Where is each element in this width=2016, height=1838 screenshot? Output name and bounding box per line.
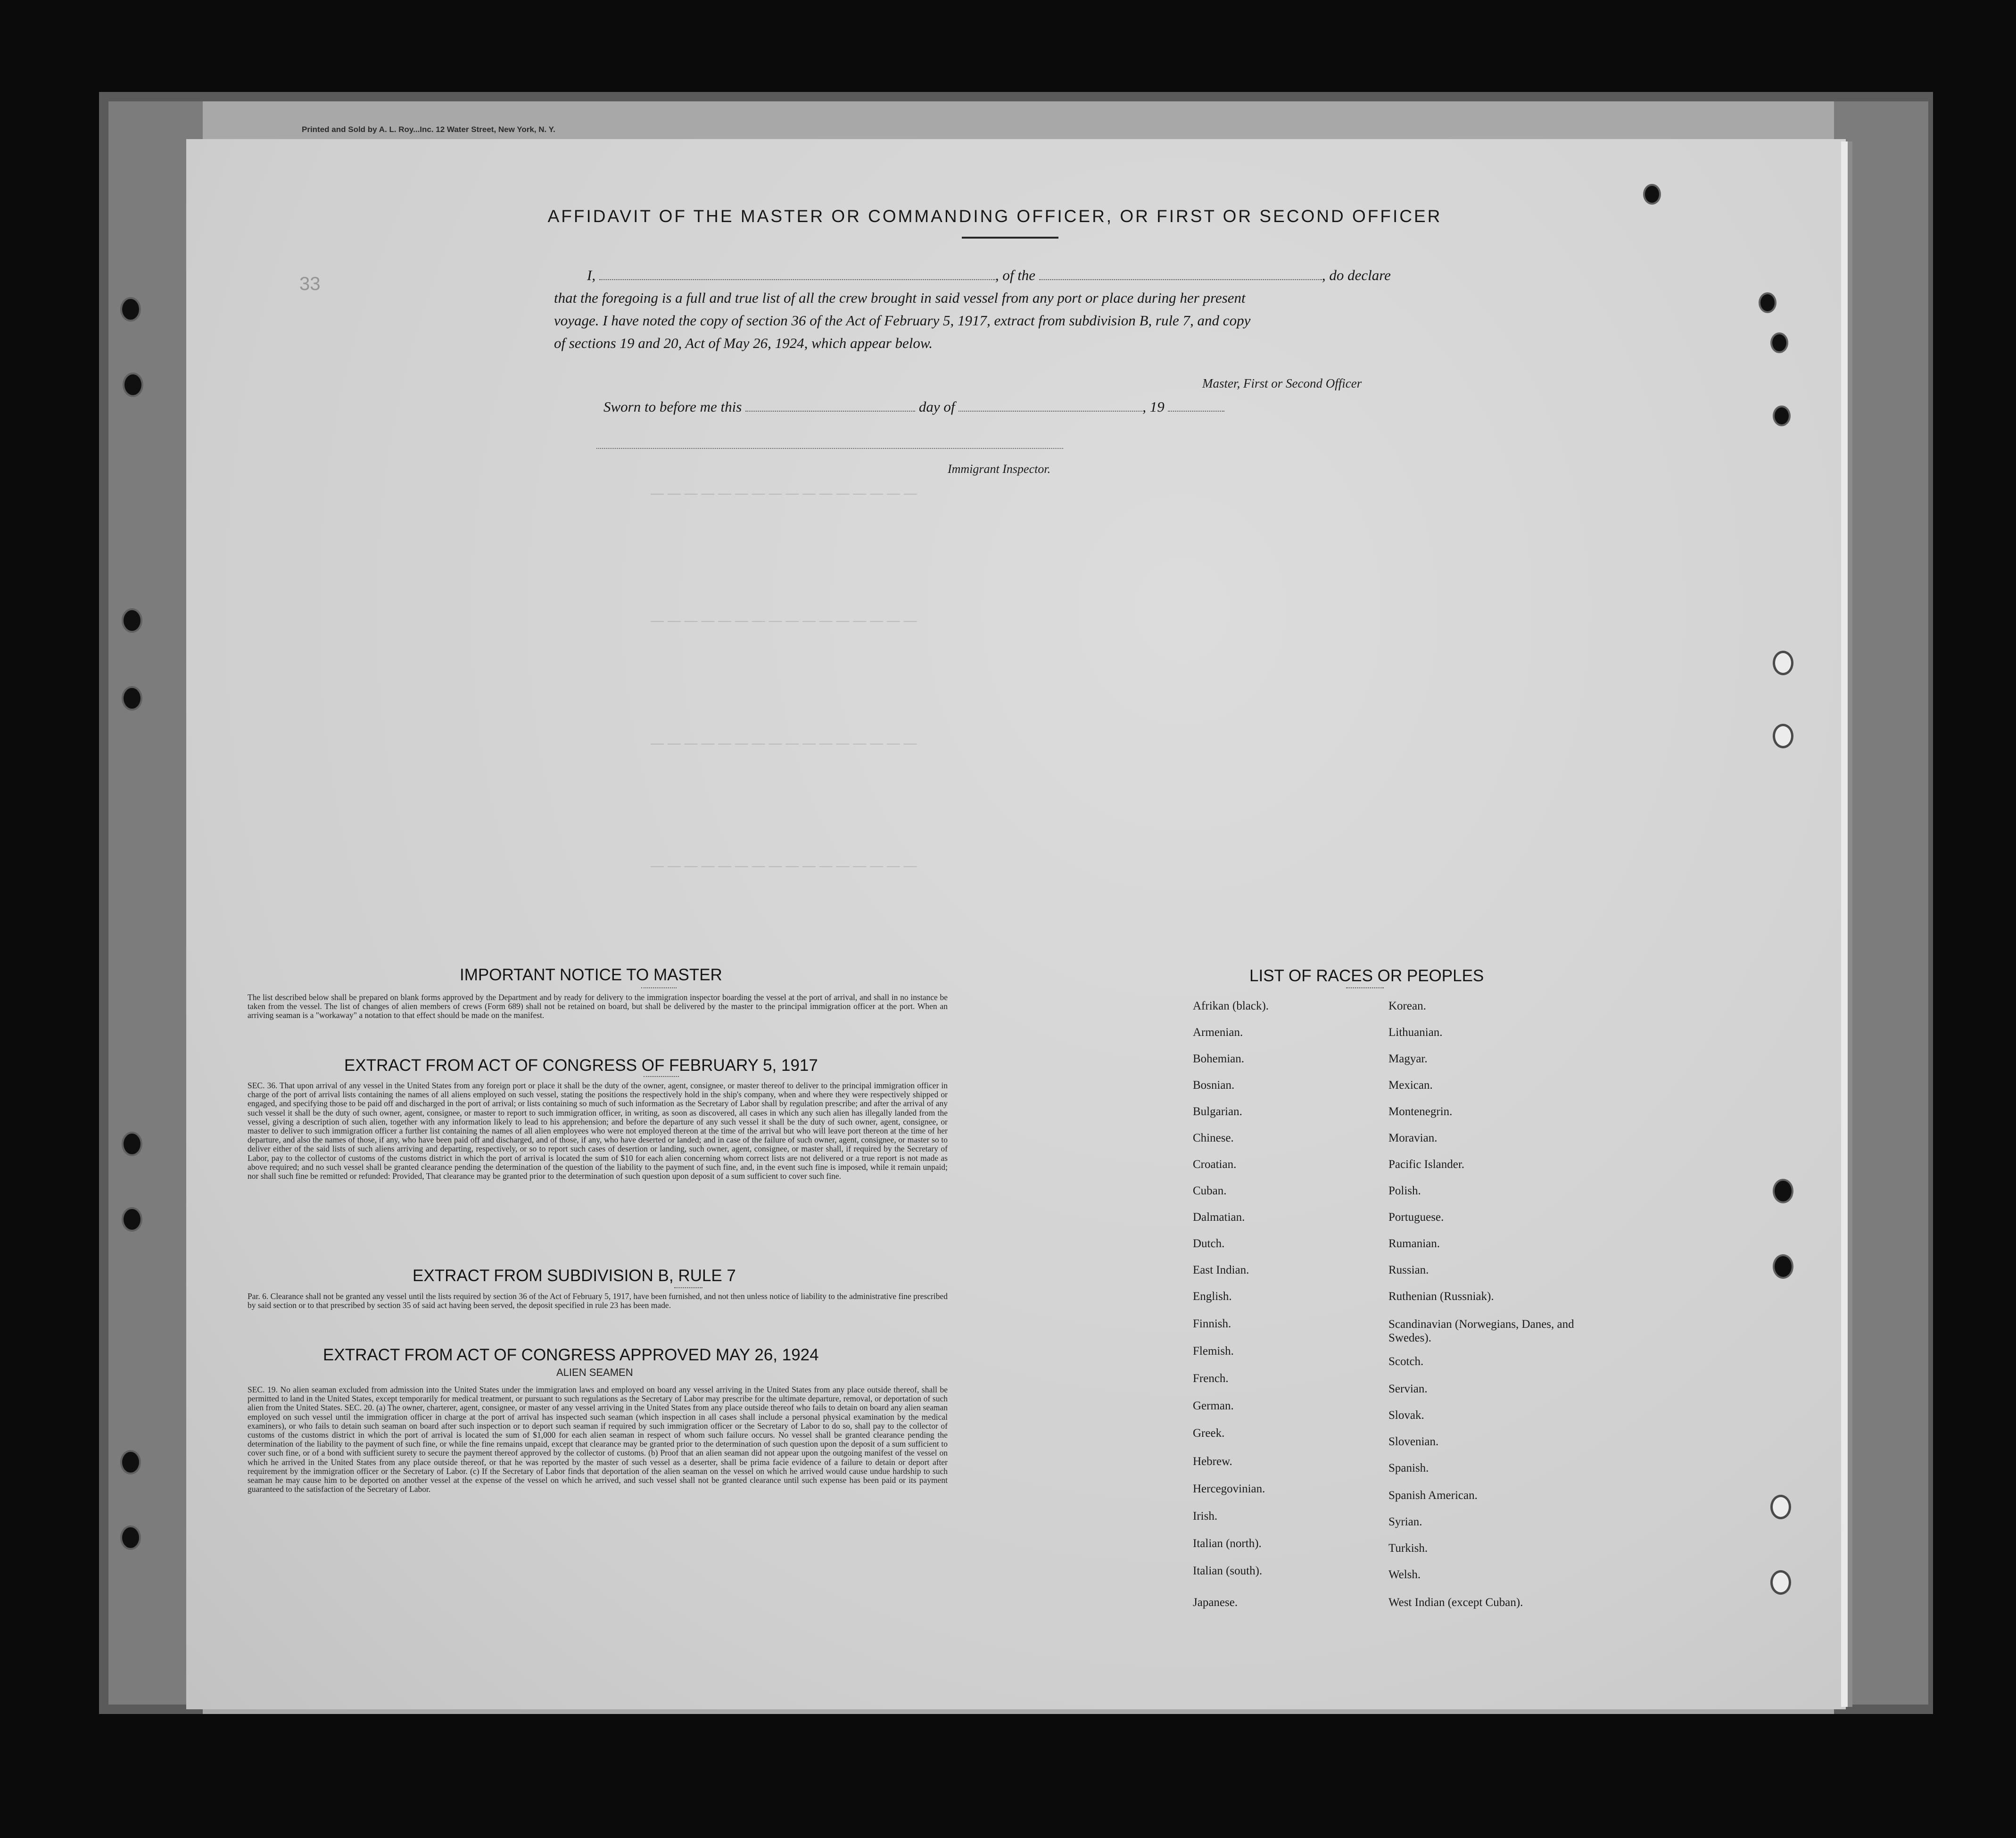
sworn-month-blank[interactable] bbox=[958, 399, 1142, 412]
printer-imprint: Printed and Sold by A. L. Roy...Inc. 12 Water Street, New York, N. Y. bbox=[302, 125, 555, 134]
punch-hole bbox=[122, 686, 142, 711]
race-item: Irish. bbox=[1193, 1510, 1218, 1523]
race-item: Pacific Islander. bbox=[1388, 1158, 1465, 1171]
extract-1924-title: EXTRACT FROM ACT OF CONGRESS APPROVED MAY 26, 1924 bbox=[323, 1346, 819, 1364]
race-item: Armenian. bbox=[1193, 1026, 1243, 1039]
race-item: English. bbox=[1193, 1290, 1232, 1303]
notice-body: The list described below shall be prepared on blank forms approved by the Department and by ready for delivery to the immigration inspector boarding the vessel at the port of arrival, and shall in no instance be taken from the vessel. The list of changes of alien members of crews (Form 689) shall not be retained on board, but shall be delivered by the master to the principal immigration officer at the port. When an arriving seaman is a "workaway" a notation to that effect should be made on the manifest. bbox=[248, 993, 948, 1020]
affidavit-i: I, bbox=[587, 267, 596, 283]
race-item: Slovak. bbox=[1388, 1409, 1424, 1422]
punch-hole bbox=[1773, 406, 1791, 426]
affidavit-line-1 bbox=[554, 264, 1464, 287]
race-item: German. bbox=[1193, 1399, 1234, 1412]
race-item: Rumanian. bbox=[1388, 1237, 1440, 1250]
race-item: Magyar. bbox=[1388, 1052, 1428, 1065]
page-number: 33 bbox=[299, 273, 321, 294]
race-item: Montenegrin. bbox=[1388, 1105, 1453, 1118]
race-item: Hebrew. bbox=[1193, 1455, 1232, 1468]
race-item: Dutch. bbox=[1193, 1237, 1225, 1250]
race-item: Mexican. bbox=[1388, 1079, 1433, 1092]
race-item: Flemish. bbox=[1193, 1345, 1234, 1358]
race-item: Dalmatian. bbox=[1193, 1211, 1245, 1224]
extract-rule7-body: Par. 6. Clearance shall not be granted any vessel until the lists required by section 36 of the Act of February 5, 1917, have been furnished, and not then unless notice of liability to the administrative fine prescribed by said section or to that prescribed by section 35 of said act having been served, the deposit specified in rule 23 has been made. bbox=[248, 1292, 948, 1310]
race-item: Moravian. bbox=[1388, 1132, 1438, 1144]
affidavit-title: AFFIDAVIT OF THE MASTER OR COMMANDING OFFICER, OR FIRST OR SECOND OFFICER bbox=[547, 207, 1442, 226]
race-item: Portuguese. bbox=[1388, 1211, 1444, 1224]
race-item: Syrian. bbox=[1388, 1515, 1422, 1528]
affidavit-of-the: , of the bbox=[995, 267, 1036, 283]
affidavit-line-4: of sections 19 and 20, Act of May 26, 1924, which appear below. bbox=[554, 335, 933, 351]
races-rule bbox=[1346, 987, 1384, 988]
punch-hole bbox=[120, 297, 141, 322]
race-item: Turkish. bbox=[1388, 1542, 1428, 1555]
race-item: French. bbox=[1193, 1372, 1229, 1385]
punch-hole bbox=[1770, 332, 1788, 353]
race-item: Finnish. bbox=[1193, 1317, 1231, 1330]
extract-1924-body: SEC. 19. No alien seaman excluded from admission into the United States under the immigration laws and employed on board any vessel arriving in the United States from any place outside thereof, shall be permitted to land in the United States, except temporarily for medical treatment, or pursuant to such regulations as the Secretary of Labor may prescribe for the ultimate departure, removal, or deportation of such alien from the United States. SEC. 20. (a) The owner, charterer, agent, consignee, or master of any vessel arriving in the United States from any place outside thereof who fails to detain on board any alien seaman employed on such vessel until the immigration officer in charge at the port of arrival has inspected such seaman (which inspection in all cases shall include a personal physical examination by the medical examiners), or who fails to detain such seaman on board after such inspection or to deport such seaman if required by such immigration officer or the Secretary of Labor to do so, shall pay to the collector of customs of the customs district in which the port of arrival is located the sum of $1,000 for each alien seaman in respect of whom such failure occurs. No vessel shall be granted clearance pending the determination of the liability to the payment of such fine, or while the fine remains unpaid, except that clearance may be granted prior to the determination of such question upon the deposit of a sum sufficient to cover such fine, or of a bond with sufficient surety to secure the payment thereof approved by the collector of customs. (b) Proof that an alien seaman did not appear upon the outgoing manifest of the vessel on which he arrived in the United States from any place outside thereof, or that he was reported by the master of such vessel as a deserter, shall be prima facie evidence of a failure to detain or deport after requirement by the immigration officer or the Secretary of Labor. (c) If the Secretary of Labor finds that deportation of the alien seaman on the vessel on which he arrived would cause undue hardship to such seaman he may cause him to be deported on another vessel at the expense of the vessel on which he arrived, and such vessel shall not be granted clearance until such expense has been paid or its payment guaranteed to the satisfaction of the Secretary of Labor. bbox=[248, 1385, 948, 1494]
race-item: Welsh. bbox=[1388, 1568, 1421, 1581]
extract-1917-rule bbox=[644, 1076, 679, 1077]
race-item: Lithuanian. bbox=[1388, 1026, 1443, 1039]
punch-hole bbox=[1770, 1495, 1791, 1519]
master-signature-label: Master, First or Second Officer bbox=[1202, 376, 1362, 390]
day-of-label: day of bbox=[918, 398, 955, 415]
affidavit-line-2: that the foregoing is a full and true list of all the crew brought in said vessel from any port or place during her present bbox=[554, 290, 1246, 306]
race-item: Scandinavian (Norwegians, Danes, and Swedes). bbox=[1388, 1318, 1574, 1344]
punch-hole bbox=[1773, 651, 1793, 675]
extract-rule7-rule bbox=[674, 1287, 702, 1288]
page-edge bbox=[1841, 141, 1848, 1707]
affidavit-text bbox=[554, 264, 1464, 355]
punch-hole bbox=[122, 608, 142, 633]
races-title: LIST OF RACES OR PEOPLES bbox=[1249, 967, 1484, 985]
sworn-label: Sworn to before me this bbox=[603, 398, 742, 415]
race-item: Korean. bbox=[1388, 1000, 1426, 1012]
sworn-line bbox=[603, 398, 1224, 415]
race-item: Ruthenian (Russniak). bbox=[1388, 1290, 1494, 1303]
punch-hole bbox=[1773, 1254, 1793, 1279]
affidavit-do-declare: , do declare bbox=[1322, 267, 1391, 283]
affidavit-line-3: voyage. I have noted the copy of section 36 of the Act of February 5, 1917, extract from subdivision B, rule 7, and copy bbox=[554, 312, 1251, 329]
punch-hole bbox=[1770, 1570, 1791, 1595]
race-item: East Indian. bbox=[1193, 1264, 1249, 1276]
punch-hole bbox=[122, 1207, 142, 1232]
sworn-year-blank[interactable] bbox=[1168, 399, 1224, 412]
punch-hole bbox=[123, 373, 143, 397]
punch-hole bbox=[1643, 184, 1661, 205]
race-item: Cuban. bbox=[1193, 1184, 1227, 1197]
race-item: West Indian (except Cuban). bbox=[1388, 1596, 1523, 1609]
punch-hole bbox=[1773, 1179, 1793, 1203]
race-item: Polish. bbox=[1388, 1184, 1421, 1197]
title-rule bbox=[962, 237, 1058, 239]
race-item: Chinese. bbox=[1193, 1132, 1234, 1144]
race-item: Italian (south). bbox=[1193, 1565, 1263, 1577]
vessel-blank[interactable] bbox=[1039, 266, 1322, 280]
inspector-signature-line bbox=[596, 448, 1063, 449]
race-item: Afrikan (black). bbox=[1193, 1000, 1269, 1012]
race-item: Russian. bbox=[1388, 1264, 1429, 1276]
name-blank[interactable] bbox=[599, 266, 995, 280]
race-item: Spanish American. bbox=[1388, 1489, 1478, 1502]
race-item: Bulgarian. bbox=[1193, 1105, 1242, 1118]
extract-1917-title: EXTRACT FROM ACT OF CONGRESS OF FEBRUARY 5, 1917 bbox=[344, 1056, 818, 1075]
race-item: Spanish. bbox=[1388, 1462, 1429, 1474]
year-label: , 19 bbox=[1142, 398, 1165, 415]
extract-1917-body: SEC. 36. That upon arrival of any vessel in the United States from any foreign port or place it shall be the duty of the owner, agent, consignee, or master thereof to deliver to the principal immigration officer in charge of the port of arrival lists containing the names of all aliens employed on such vessel, stating the positions the respectively hold in the ship's company, when and where they were respectively shipped or engaged, and specifying those to be paid off and discharged in the port of arrival; or lists containing so much of such information as the Secretary of Labor shall by regulation prescribe; and after the arrival of any such vessel it shall be the duty of such owner, agent, consignee, or master to report to such immigration officer, in writing, as soon as discovered, all cases in which any such alien has illegally landed from the vessel, giving a description of such alien, together with any information likely to lead to his apprehension; and before the departure of any such vessel it shall be the duty of such owner, agent, consignee, or master to deliver to such immigration officer a further list containing the names of all alien employees who were not employed thereon at the time of the arrival but who will leave port thereon at the time of her departure, and also the names of those, if any, who have been paid off and discharged, and of those, if any, who have deserted or landed; and in case of the failure of such owner, agent, consignee, or master so to deliver either of the said lists of such aliens arriving and departing, respectively, or so to report such cases of desertion or landing, such owner, agent, consignee, or master shall, if required by the Secretary of Labor, pay to the collector of customs of the customs district in which the port of arrival is located the sum of $10 for each alien concerning whom correct lists are not delivered or a true report is not made as above required; and no such vessel shall be granted clearance pending the determination of the question of the liability to the payment of such fine, and, in the event such fine is imposed, while it remain unpaid; nor shall such fine be remitted or refunded: Provided, That clearance may be granted prior to the determination of such question upon deposit of a sum sufficient to cover such fine. bbox=[248, 1081, 948, 1181]
alien-seamen-subtitle: ALIEN SEAMEN bbox=[556, 1366, 633, 1378]
notice-rule bbox=[641, 987, 677, 988]
punch-hole bbox=[1759, 292, 1776, 313]
punch-hole bbox=[1773, 724, 1793, 748]
race-item: Greek. bbox=[1193, 1427, 1225, 1440]
race-item: Bosnian. bbox=[1193, 1079, 1235, 1092]
immigrant-inspector-label: Immigrant Inspector. bbox=[948, 462, 1051, 476]
punch-hole bbox=[122, 1132, 142, 1156]
extract-rule7-title: EXTRACT FROM SUBDIVISION B, RULE 7 bbox=[413, 1267, 736, 1285]
race-item: Croatian. bbox=[1193, 1158, 1237, 1171]
sworn-day-blank[interactable] bbox=[745, 399, 915, 412]
punch-hole bbox=[120, 1525, 141, 1550]
punch-hole bbox=[120, 1450, 141, 1474]
race-item: Slovenian. bbox=[1388, 1435, 1439, 1448]
race-item: Hercegovinian. bbox=[1193, 1482, 1265, 1495]
race-item: Servian. bbox=[1388, 1383, 1428, 1395]
race-item: Scotch. bbox=[1388, 1355, 1424, 1368]
race-item: Japanese. bbox=[1193, 1596, 1238, 1609]
race-item: Italian (north). bbox=[1193, 1537, 1262, 1550]
page-edge-shadow bbox=[1848, 141, 1852, 1707]
notice-title: IMPORTANT NOTICE TO MASTER bbox=[460, 966, 722, 984]
race-item: Bohemian. bbox=[1193, 1052, 1245, 1065]
